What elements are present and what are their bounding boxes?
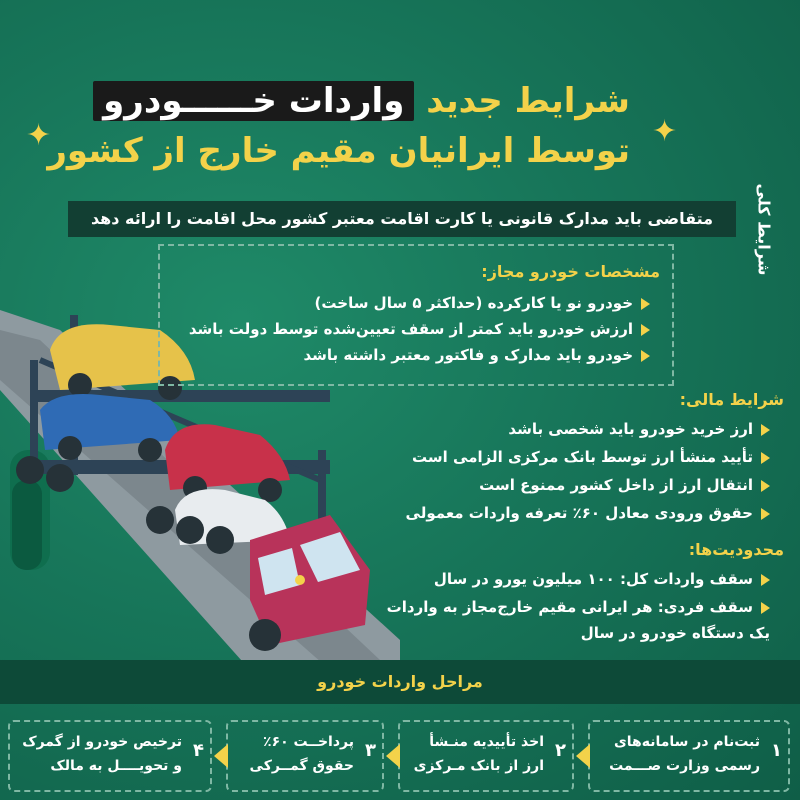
bullet-triangle-icon — [761, 424, 770, 436]
step-4: ۴ ترخیص خودرو از گمرک و تحویــــل به مالک — [8, 720, 212, 792]
limits-item: یک دستگاه خودرو در سال — [580, 624, 770, 642]
bullet-triangle-icon — [761, 452, 770, 464]
financial-title: شرایط مالی: — [679, 390, 784, 409]
title-line-2: توسط ایرانیان مقیم خارج از کشور — [47, 131, 630, 171]
bullet-triangle-icon — [761, 480, 770, 492]
bullet-triangle-icon — [641, 324, 650, 336]
allowed-item: خودرو نو یا کارکرده (حداکثر ۵ سال ساخت) — [315, 290, 650, 316]
sparkle-icon: ✦ — [26, 118, 52, 153]
limits-item: سقف واردات کل: ۱۰۰ میلیون یورو در سال — [434, 566, 770, 592]
allowed-vehicle-title: مشخصات خودرو مجاز: — [481, 262, 660, 281]
financial-item: تأیید منشأ ارز توسط بانک مرکزی الزامی است — [412, 444, 770, 470]
allowed-item: خودرو باید مدارک و فاکتور معتبر داشته باشد — [303, 342, 650, 368]
bullet-triangle-icon — [761, 508, 770, 520]
general-conditions-label: شرایط کلی — [754, 183, 774, 276]
title-line-1 — [93, 78, 630, 124]
step-1: ۱ ثبت‌نام در سامانه‌های رسمی وزارت صـــمت — [588, 720, 790, 792]
steps-title: مراحل واردات خودرو — [317, 672, 483, 691]
step-2: ۲ اخذ تأییدیه منـشأ ارز از بانک مـرکزی — [398, 720, 574, 792]
requirement-banner: متقاضی باید مدارک قانونی یا کارت اقامت معتبر کشور محل اقامت را ارائه دهد — [68, 201, 736, 237]
limits-title: محدودیت‌ها: — [688, 540, 784, 559]
bullet-triangle-icon — [641, 350, 650, 362]
allowed-item: ارزش خودرو باید کمتر از سقف تعیین‌شده توسط دولت باشد — [189, 316, 650, 342]
title-highlight: واردات خــــــودرو — [93, 81, 414, 121]
arrow-left-icon — [214, 744, 228, 768]
financial-item: حقوق ورودی معادل ۶۰٪ تعرفه واردات معمولی — [406, 500, 770, 526]
financial-item: انتقال ارز از داخل کشور ممنوع است — [479, 472, 770, 498]
bullet-triangle-icon — [761, 602, 770, 614]
limits-item: سقف فردی: هر ایرانی مقیم خارج‌مجاز به واردات — [387, 594, 770, 620]
financial-item: ارز خرید خودرو باید شخصی باشد — [508, 416, 770, 442]
bullet-triangle-icon — [641, 298, 650, 310]
arrow-left-icon — [576, 744, 590, 768]
sparkle-icon: ✦ — [652, 114, 678, 149]
bullet-triangle-icon — [761, 574, 770, 586]
title-prefix: شرایط جدید — [426, 81, 630, 121]
arrow-left-icon — [386, 744, 400, 768]
step-3: ۳ پرداخــت ۶۰٪ حقوق گمــرکی — [226, 720, 384, 792]
